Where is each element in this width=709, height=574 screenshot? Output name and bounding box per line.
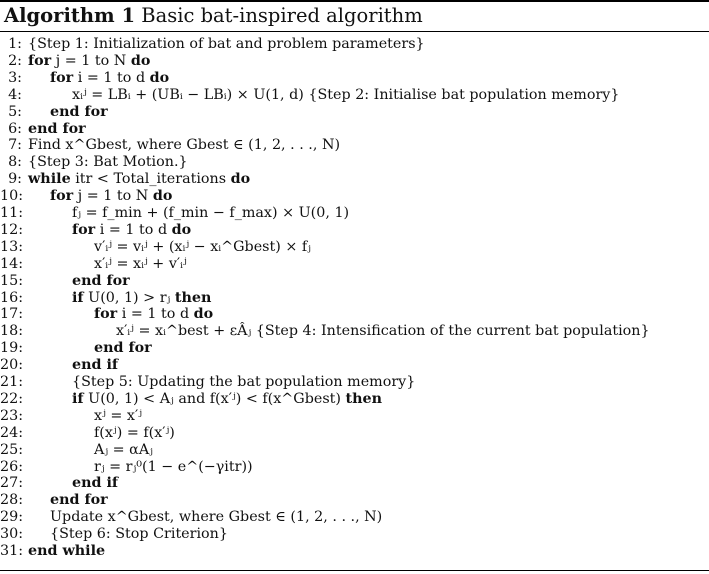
line-code [28, 542, 105, 560]
line-number: 1: [8, 36, 22, 52]
line-number: 19: [0, 340, 24, 357]
line-number: 14: [0, 255, 24, 272]
algorithm-line [0, 120, 709, 138]
line-code [28, 170, 250, 188]
line-code [50, 69, 169, 87]
algorithm-line [0, 86, 709, 104]
algorithm-line [0, 491, 709, 509]
algorithm-line [0, 424, 709, 442]
line-number: 4: [8, 86, 22, 103]
line-number: 18: [0, 323, 24, 340]
line-number: 22: [0, 390, 24, 407]
line-text: x′ᵢʲ = xᵢ^best + εÂⱼ {Step 4: Intensification of the current bat population} [116, 323, 650, 340]
line-number: 7: [8, 137, 22, 154]
line-code [72, 373, 415, 391]
line-number: 16: [0, 289, 24, 306]
line-text: fⱼ = f_min + (f_min − f_max) × U(0, 1) [72, 205, 350, 221]
keyword: end for [50, 492, 108, 509]
algorithm-line [0, 170, 709, 188]
line-text: itr < Total_iterations [75, 171, 227, 188]
keyword: do [130, 52, 151, 69]
keyword: end for [28, 120, 86, 137]
keyword: end for [72, 272, 130, 289]
keyword: end for [94, 340, 152, 357]
algorithm-caption [4, 3, 423, 29]
keyword: for [50, 69, 74, 86]
algorithm-line [0, 305, 709, 323]
algorithm-line [0, 508, 709, 526]
line-text: {Step 1: Initialization of bat and problem parameters} [28, 36, 425, 52]
line-code [72, 221, 191, 239]
keyword: end for [50, 103, 108, 120]
line-code [28, 136, 340, 154]
bottom-rule [0, 570, 709, 571]
line-code [50, 103, 108, 121]
line-code [28, 153, 188, 171]
line-code [72, 390, 382, 408]
line-code [94, 424, 175, 442]
keyword: if [72, 390, 84, 407]
line-number: 28: [0, 492, 24, 509]
line-text: f(xʲ) = f(x′ʲ) [94, 424, 175, 441]
keyword: for [50, 188, 74, 205]
top-rule [0, 0, 709, 2]
line-code [50, 187, 172, 205]
line-code [28, 35, 425, 53]
algorithm-line [0, 272, 709, 290]
line-number: 6: [8, 120, 22, 137]
line-number: 26: [0, 458, 24, 475]
algorithm-line [0, 136, 709, 154]
line-code [28, 120, 86, 138]
line-code [94, 407, 142, 425]
line-text: Update x^Gbest, where Gbest ∈ (1, 2, . . ., N) [50, 509, 383, 526]
keyword: then [174, 289, 212, 306]
line-text: i = 1 to d [77, 69, 146, 86]
line-number: 3: [8, 69, 22, 86]
line-text: U(0, 1) < Aⱼ and f(x′ʲ) < f(x^Gbest) [88, 390, 341, 407]
algorithm-line [0, 69, 709, 87]
algorithm-line [0, 542, 709, 560]
line-number: 25: [0, 441, 24, 458]
line-code [94, 255, 187, 273]
keyword: end if [72, 357, 119, 374]
keyword: end if [72, 475, 119, 492]
algorithm-line [0, 204, 709, 222]
algorithm-line [0, 103, 709, 121]
line-code [72, 204, 349, 222]
algorithm-line [0, 289, 709, 307]
line-number: 5: [8, 103, 22, 120]
keyword: do [230, 171, 251, 188]
algorithm-line [0, 221, 709, 239]
line-number: 8: [8, 154, 22, 171]
line-number: 9: [8, 171, 22, 188]
line-code [50, 525, 228, 543]
line-code [72, 272, 130, 290]
line-number: 21: [0, 374, 24, 390]
algorithm-line [0, 390, 709, 408]
algorithm-line [0, 441, 709, 459]
caption-rule [0, 31, 709, 32]
line-text: i = 1 to d [99, 221, 168, 238]
line-code [72, 86, 619, 104]
line-code [94, 441, 153, 459]
keyword: while [28, 171, 71, 188]
algorithm-line [0, 187, 709, 205]
algorithm-line [0, 458, 709, 476]
line-number: 31: [0, 543, 24, 559]
line-code [50, 491, 108, 509]
keyword: do [152, 188, 173, 205]
line-text: xᵢʲ = LBᵢ + (UBᵢ − LBᵢ) × U(1, d) {Step 2: Initialise bat population memory} [72, 86, 620, 103]
line-text: Find x^Gbest, where Gbest ∈ (1, 2, . . ., N) [28, 137, 341, 154]
line-code [72, 356, 118, 374]
keyword: for [72, 221, 96, 238]
line-code [94, 458, 253, 476]
algorithm-line [0, 525, 709, 543]
line-text: {Step 5: Updating the bat population memory} [72, 374, 416, 390]
line-text: U(0, 1) > rⱼ [88, 289, 171, 306]
line-number: 23: [0, 407, 24, 424]
line-code [116, 322, 650, 340]
algorithm-line [0, 373, 709, 391]
line-text: xʲ = x′ʲ [94, 407, 142, 424]
algorithm-line [0, 238, 709, 256]
line-text: j = 1 to N [77, 188, 149, 205]
line-code [72, 289, 211, 307]
algorithm-line [0, 407, 709, 425]
line-number: 27: [0, 475, 24, 492]
line-code [50, 508, 382, 526]
algorithm-line [0, 153, 709, 171]
line-number: 20: [0, 357, 24, 374]
line-number: 11: [0, 205, 24, 221]
keyword: for [28, 52, 52, 69]
line-number: 13: [0, 238, 24, 255]
keyword: do [171, 221, 192, 238]
algorithm-line [0, 356, 709, 374]
keyword: do [193, 306, 214, 323]
keyword: then [345, 390, 383, 407]
line-text: v′ᵢʲ = vᵢʲ + (xᵢʲ − xᵢ^Gbest) × fⱼ [94, 238, 311, 255]
line-text: j = 1 to N [55, 52, 127, 69]
algorithm-line [0, 52, 709, 70]
line-code [72, 474, 118, 492]
line-text: Aⱼ = αAⱼ [94, 441, 153, 458]
line-number: 10: [0, 188, 24, 205]
line-text: i = 1 to d [121, 306, 190, 323]
keyword: end while [28, 543, 106, 559]
keyword: if [72, 289, 84, 306]
algorithm-label: Algorithm 1 [4, 4, 136, 27]
line-number: 2: [8, 52, 22, 69]
line-number: 30: [0, 526, 24, 543]
line-code [94, 305, 213, 323]
line-number: 15: [0, 272, 24, 289]
line-number: 24: [0, 424, 24, 441]
line-code [94, 238, 311, 256]
line-code [28, 52, 150, 70]
line-text: {Step 6: Stop Criterion} [50, 526, 228, 543]
algorithm-title: Basic bat-inspired algorithm [141, 4, 423, 27]
algorithm-line [0, 322, 709, 340]
algorithm-line [0, 339, 709, 357]
line-text: rⱼ = rⱼ⁰(1 − e^(−γitr)) [94, 458, 253, 475]
line-text: x′ᵢʲ = xᵢʲ + v′ᵢʲ [94, 255, 187, 272]
line-number: 29: [0, 509, 24, 526]
line-code [94, 339, 152, 357]
algorithm-line [0, 474, 709, 492]
line-text: {Step 3: Bat Motion.} [28, 154, 188, 171]
line-number: 17: [0, 306, 24, 323]
algorithm-line [0, 35, 709, 53]
algorithm-line [0, 255, 709, 273]
keyword: do [149, 69, 170, 86]
line-number: 12: [0, 221, 24, 238]
keyword: for [94, 306, 118, 323]
